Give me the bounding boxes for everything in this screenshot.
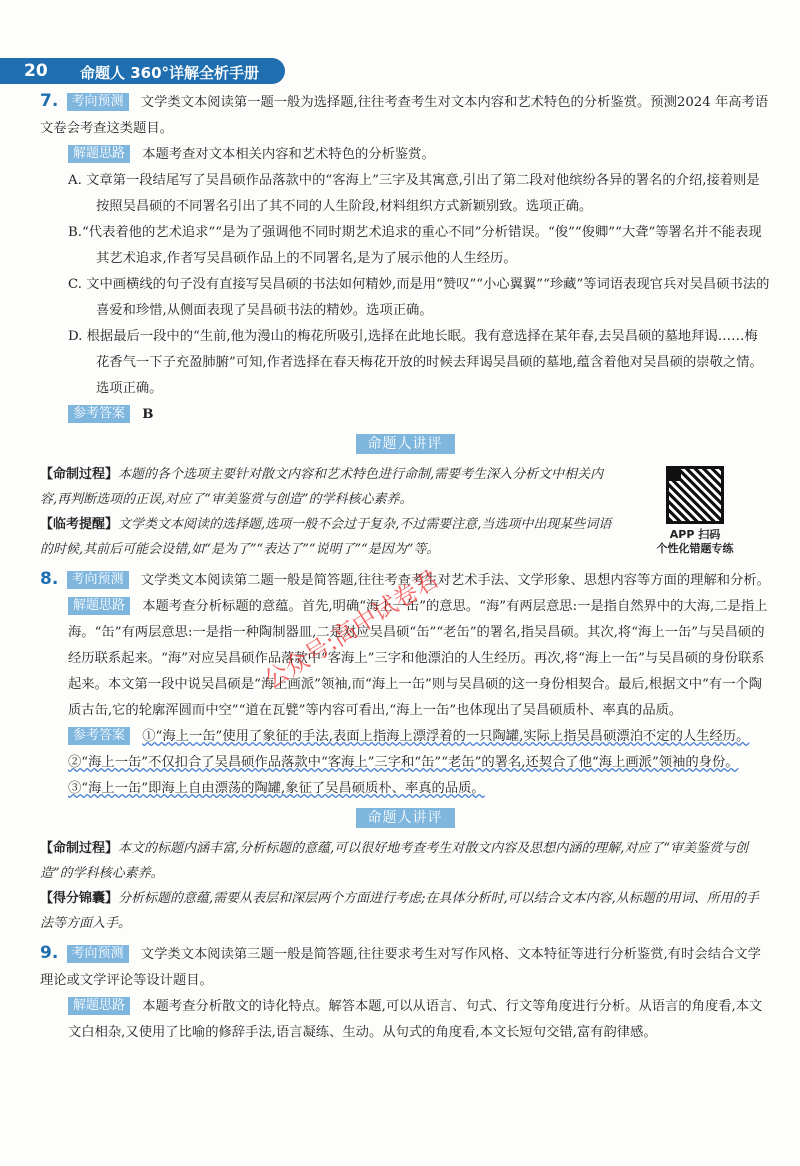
q8-comment-p1: 【命制过程】本文的标题内涵丰富,分析标题的意蕴,可以很好地考查考生对散文内容及思想内涵的理解,对应了“审美鉴赏与创造”的学科核心素养。 bbox=[40, 841, 749, 881]
qr-code-icon[interactable] bbox=[666, 466, 724, 524]
tag-approach: 解题思路 bbox=[68, 597, 130, 615]
q7-option-b: B.“代表着他的艺术追求”“是为了强调他不同时期艺术追求的重心不同”分析错误。“俊”“俊卿”“大聋”等署名并不能表现其艺术追求,作者写吴昌硕作品上的不同署名,是为了展示他的人生经历。 bbox=[68, 225, 762, 266]
q7-comment-p2: 【临考提醒】文学类文本阅读的选择题,选项一般不会过于复杂,不过需要注意,当选项中出现某些词语的时候,其前后可能会设错,如“是为了”“表达了”“说明了”“是因为”等。 bbox=[40, 517, 612, 557]
q7-forecast bbox=[40, 90, 770, 142]
qr-label-2: 个性化错题专练 bbox=[656, 542, 734, 555]
q7-comment-box bbox=[40, 462, 770, 562]
q7-option-d: D. 根据最后一段中的“生前,他为漫山的梅花所吸引,选择在此地长眠。我有意选择在某年春,去吴昌硕的墓地拜谒……梅花香气一下子充盈肺腑”可知,作者选择在春天梅花开放的时候去拜谒吴昌硕的墓地,蕴含着他对吴昌硕的崇敬之情。选项正确。 bbox=[68, 329, 763, 396]
q8-answer-text: ①“海上一缶”使用了象征的手法,表面上指海上漂浮着的一只陶罐,实际上指吴昌硕漂泊不定的人生经历。②“海上一缶”不仅扣合了吴昌硕作品落款中“客海上”三字和“缶”“老缶”的署名,还契合了他“海上画派”领袖的身份。③“海上一缶”即海上自由漂荡的陶罐,象征了吴昌硕质朴、率真的品质。 bbox=[68, 729, 750, 796]
tag-answer: 参考答案 bbox=[68, 405, 130, 423]
q7-number: 7. bbox=[40, 91, 59, 111]
q7-forecast-text: 文学类文本阅读第一题一般为选择题,往往考查考生对文本内容和艺术特色的分析鉴赏。预测2024 年高考语文卷会考查这类题目。 bbox=[40, 95, 769, 136]
tag-approach: 解题思路 bbox=[68, 145, 130, 163]
tag-forecast: 考向预测 bbox=[67, 945, 129, 963]
page-number: 20 bbox=[24, 61, 48, 81]
tag-approach: 解题思路 bbox=[68, 997, 130, 1015]
tag-forecast: 考向预测 bbox=[67, 93, 129, 111]
q8-comment-title: 命题人讲评 bbox=[40, 806, 770, 832]
book-title: 命题人 360°详解全析手册 bbox=[80, 64, 260, 82]
q8-number: 8. bbox=[40, 569, 59, 589]
q9-approach-text: 本题考查分析散文的诗化特点。解答本题,可以从语言、句式、行文等角度进行分析。从语言的角度看,本文文白相杂,又使用了比喻的修辞手法,语言凝练、生动。从句式的角度看,本文长短句交错,富有韵律感。 bbox=[68, 999, 763, 1040]
tag-answer: 参考答案 bbox=[68, 727, 130, 745]
q9-approach bbox=[40, 994, 770, 1046]
q7-approach-text: 本题考查对文本相关内容和艺术特色的分析鉴赏。 bbox=[142, 147, 435, 162]
q7-option-c: C. 文中画横线的句子没有直接写吴昌硕的书法如何精妙,而是用“赞叹”“小心翼翼”“珍藏”等词语表现官兵对吴昌硕书法的喜爱和珍惜,从侧面表现了吴昌硕书法的精妙。选项正确。 bbox=[68, 277, 770, 318]
q9-forecast bbox=[40, 942, 770, 994]
q7-comment-p1: 【命制过程】本题的各个选项主要针对散文内容和艺术特色进行命制,需要考生深入分析文中相关内容,再判断选项的正误,对应了“审美鉴赏与创造”的学科核心素养。 bbox=[40, 467, 604, 507]
qr-code-block[interactable] bbox=[630, 462, 760, 556]
page-header bbox=[0, 58, 285, 84]
q8-comment-box bbox=[40, 836, 770, 936]
main-content bbox=[40, 90, 770, 1046]
watermark: 公众号:高中试卷君 bbox=[259, 564, 444, 695]
q8-comment-p2: 【得分锦囊】分析标题的意蕴,需要从表层和深层两个方面进行考虑;在具体分析时,可以结合文本内容,从标题的用词、所用的手法等方面入手。 bbox=[40, 891, 759, 931]
q7-option-a: A. 文章第一段结尾写了吴昌硕作品落款中的“客海上”三字及其寓意,引出了第二段对他缤纷各异的署名的介绍,接着则是按照吴昌硕的不同署名引出了其不同的人生阶段,材料组织方式新颖别致。选项正确。 bbox=[68, 173, 760, 214]
q7-approach bbox=[40, 142, 770, 168]
q9-forecast-text: 文学类文本阅读第三题一般是简答题,往往要求考生对写作风格、文本特征等进行分析鉴赏,有时会结合文学理论或文学评论等设计题目。 bbox=[40, 947, 761, 988]
q7-comment-title: 命题人讲评 bbox=[40, 432, 770, 458]
q9-number: 9. bbox=[40, 943, 59, 963]
q8-answer bbox=[40, 724, 770, 802]
q7-answer-text: B bbox=[142, 407, 154, 422]
q8-forecast-text: 文学类文本阅读第二题一般是简答题,往往考查考生对艺术手法、文学形象、思想内容等方面的理解和分析。 bbox=[140, 573, 770, 588]
q8-approach-text: 本题考查分析标题的意蕴。首先,明确“海上一缶”的意思。“海”有两层意思:一是指自然界中的大海,二是指上海。“缶”有两层意思:一是指一种陶制器皿,二是对应吴昌硕“缶”“老缶”的署名,指吴昌硕。其次,将“海上一缶”与吴昌硕的经历联系起来。“海”对应吴昌硕作品落款中“客海上”三字和他漂泊的人生经历。再次,将“海上一缶”与吴昌硕的身份联系起来。本文第一段中说吴昌硕是“海上画派”领袖,而“海上一缶”则与吴昌硕的这一身份相契合。最后,根据文中“有一个陶质古缶,它的轮廓浑圆而中空”“道在瓦甓”等内容可看出,“海上一缶”也体现出了吴昌硕质朴、率真的品质。 bbox=[68, 599, 768, 718]
q7-answer bbox=[40, 402, 770, 428]
qr-label-1: APP 扫码 bbox=[669, 528, 721, 541]
tag-forecast: 考向预测 bbox=[67, 571, 129, 589]
